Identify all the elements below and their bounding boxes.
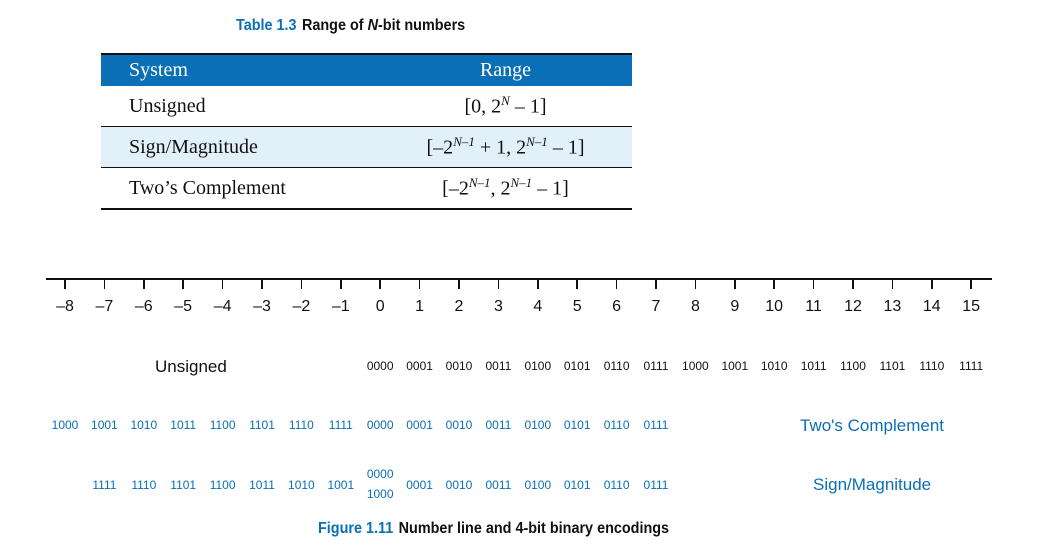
number-line-label: 0: [375, 298, 385, 315]
row-system: Two’s Complement: [101, 168, 379, 210]
number-line-tick: [498, 278, 500, 289]
table-caption-label: Table 1.3: [236, 17, 297, 34]
unsigned-code: 1001: [721, 359, 749, 373]
number-line-tick: [419, 278, 421, 289]
twos-complement-code: 1110: [288, 418, 314, 432]
row-system: Sign/Magnitude: [101, 127, 379, 168]
number-line-tick: [143, 278, 145, 289]
number-line-tick: [64, 278, 66, 289]
unsigned-code: 1000: [682, 359, 709, 373]
table-row: [101, 127, 632, 168]
number-line-label: 11: [805, 298, 822, 315]
number-line-tick: [537, 278, 539, 289]
sign-magnitude-zero-code: 0000: [366, 467, 394, 481]
unsigned-code: 0010: [445, 359, 473, 373]
number-line-label: –1: [331, 298, 350, 315]
number-line-label: 15: [962, 298, 981, 315]
unsigned-code: 0000: [366, 359, 394, 373]
table-caption-text-pre: Range of: [301, 17, 368, 34]
number-line-tick: [576, 278, 578, 289]
number-line-axis: [46, 278, 992, 280]
header-range: Range: [379, 54, 632, 86]
row-range: [0, $2^N - 1$]: [379, 86, 632, 127]
twos-complement-label: Two's Complement: [800, 416, 945, 435]
sign-magnitude-code: 0001: [406, 478, 433, 492]
number-line-label: 3: [493, 298, 503, 315]
twos-complement-code: 0110: [603, 418, 630, 432]
number-line-tick: [892, 278, 894, 289]
number-line-label: 5: [572, 298, 582, 315]
number-line-label: 1: [415, 298, 425, 315]
number-line-tick: [340, 278, 342, 289]
figure-caption: [318, 520, 669, 538]
unsigned-code: 1100: [840, 359, 866, 373]
twos-complement-code: 1100: [209, 418, 236, 432]
number-line-label: 13: [883, 298, 902, 315]
figure-caption-text: Number line and 4-bit binary encodings: [398, 520, 670, 537]
number-line-label: –6: [134, 298, 153, 315]
number-line-label: –2: [292, 298, 311, 315]
number-line-tick: [616, 278, 618, 289]
number-line-label: 10: [765, 298, 784, 315]
number-line-tick: [182, 278, 184, 289]
sign-magnitude-code: 1011: [249, 478, 275, 492]
number-line-label: –3: [253, 298, 271, 315]
sign-magnitude-code: 1110: [131, 478, 157, 492]
number-line-tick: [655, 278, 657, 289]
sign-magnitude-code: 1101: [170, 478, 197, 492]
range-table: [101, 53, 632, 210]
twos-complement-code: 0111: [643, 418, 669, 432]
number-line-tick: [301, 278, 303, 289]
sign-magnitude-zero-code: 1000: [366, 487, 394, 501]
unsigned-code: 0001: [406, 359, 433, 373]
twos-complement-code: 1101: [249, 418, 275, 432]
number-line-label: –7: [95, 298, 114, 315]
number-line-tick: [458, 278, 460, 289]
sign-magnitude-code: 0101: [563, 478, 591, 492]
row-range: [$-2^{N-1}$, $2^{N-1} - 1$]: [379, 168, 632, 210]
unsigned-code: 1010: [760, 359, 788, 373]
table-row: [101, 86, 632, 127]
number-line-tick: [379, 278, 381, 289]
twos-complement-code: 1001: [91, 418, 118, 432]
number-line-tick: [695, 278, 697, 289]
table-caption-text-n: N: [367, 17, 378, 34]
sign-magnitude-code: 1010: [288, 478, 315, 492]
table-row: [101, 168, 632, 210]
number-line-label: 4: [533, 298, 543, 315]
number-line-label: 9: [730, 298, 740, 315]
unsigned-label: Unsigned: [155, 357, 227, 376]
number-line-label: 14: [922, 298, 941, 315]
table-caption-text-post: -bit numbers: [377, 17, 466, 34]
twos-complement-code: 1111: [328, 418, 353, 432]
header-system: System: [101, 54, 379, 86]
unsigned-code: 1011: [800, 359, 827, 373]
unsigned-code: 0110: [603, 359, 630, 373]
unsigned-code: 1110: [919, 359, 945, 373]
sign-magnitude-label: Sign/Magnitude: [813, 475, 932, 494]
number-line-label: 7: [651, 298, 661, 315]
number-line-label: –5: [174, 298, 193, 315]
number-line-tick: [104, 278, 106, 289]
twos-complement-code: 1011: [170, 418, 197, 432]
twos-complement-code: 0000: [366, 418, 394, 432]
unsigned-code: 0011: [485, 359, 512, 373]
number-line-label: 6: [612, 298, 622, 315]
twos-complement-code: 1010: [130, 418, 158, 432]
row-range: [$-2^{N-1} + 1$, $2^{N-1} - 1$]: [379, 127, 632, 168]
twos-complement-code: 0100: [524, 418, 552, 432]
twos-complement-code: 0101: [563, 418, 591, 432]
number-line-tick: [852, 278, 854, 289]
number-line-label: –4: [213, 298, 232, 315]
number-line-tick: [773, 278, 775, 289]
twos-complement-code: 1000: [51, 418, 79, 432]
sign-magnitude-code: 1111: [92, 478, 117, 492]
sign-magnitude-code: 1100: [209, 478, 236, 492]
number-line-tick: [931, 278, 933, 289]
table-caption: [236, 17, 465, 35]
unsigned-code: 1111: [959, 359, 984, 373]
unsigned-code: 0100: [524, 359, 552, 373]
unsigned-code: 0101: [563, 359, 591, 373]
row-system: Unsigned: [101, 86, 379, 127]
number-line-tick: [222, 278, 224, 289]
twos-complement-code: 0001: [406, 418, 433, 432]
twos-complement-code: 0010: [445, 418, 473, 432]
table-header-row: [101, 54, 632, 86]
number-line-tick: [734, 278, 736, 289]
number-line-label: 12: [844, 298, 862, 315]
number-line-tick: [261, 278, 263, 289]
sign-magnitude-code: 0110: [603, 478, 630, 492]
number-line-tick: [970, 278, 972, 289]
number-line-label: 8: [690, 298, 700, 315]
number-line-label: 2: [454, 298, 464, 315]
figure-caption-label: Figure 1.11: [318, 520, 394, 537]
sign-magnitude-code: 1001: [327, 478, 355, 492]
unsigned-code: 0111: [643, 359, 669, 373]
unsigned-code: 1101: [879, 359, 906, 373]
number-line-label: –8: [56, 298, 74, 315]
sign-magnitude-code: 0111: [643, 478, 669, 492]
twos-complement-code: 0011: [485, 418, 512, 432]
number-line-tick: [813, 278, 815, 289]
sign-magnitude-code: 0010: [445, 478, 473, 492]
sign-magnitude-code: 0100: [524, 478, 552, 492]
sign-magnitude-code: 0011: [485, 478, 512, 492]
